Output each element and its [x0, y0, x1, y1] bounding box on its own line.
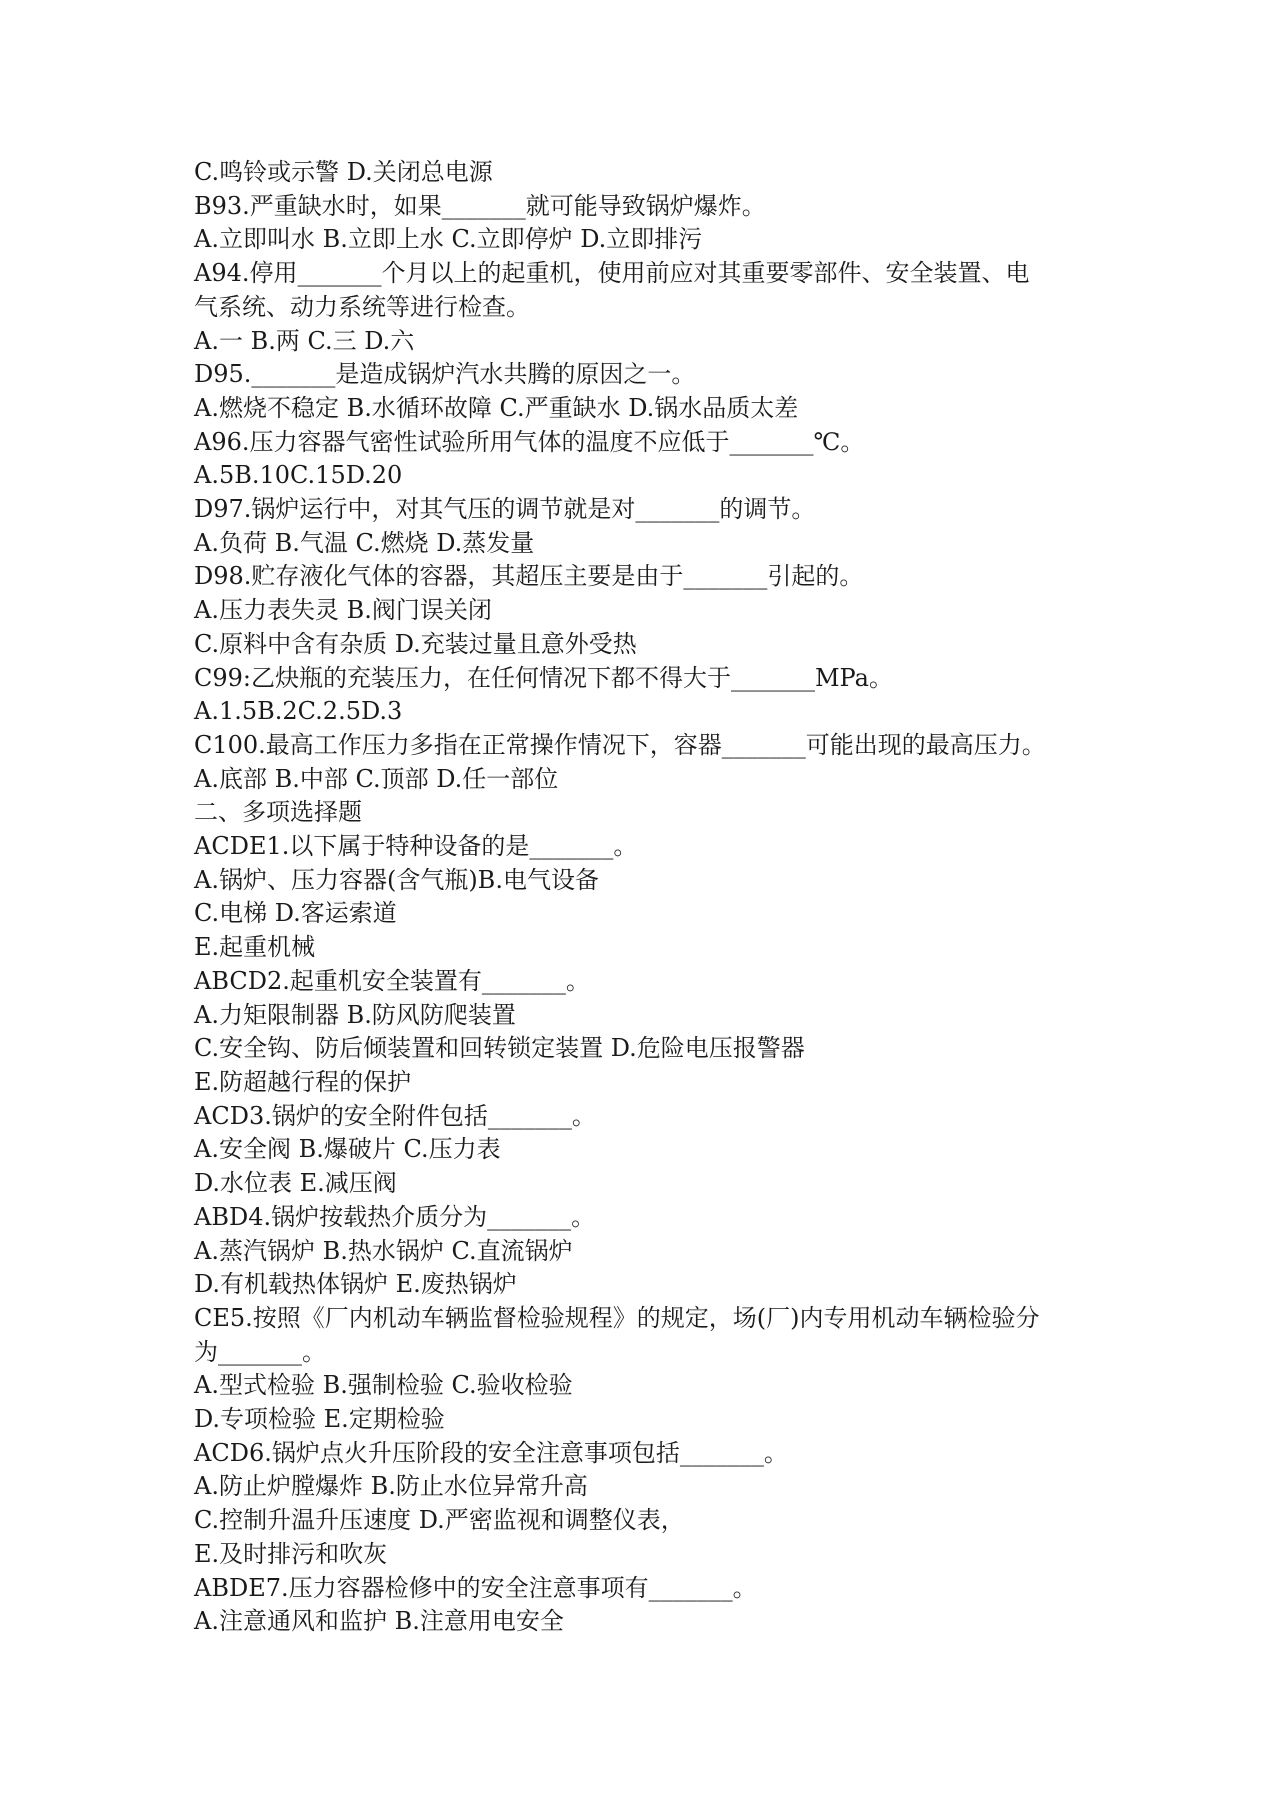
question-abde7: ABDE7.压力容器检修中的安全注意事项有_______。 — [194, 1573, 757, 1602]
question-c100: C100.最高工作压力多指在正常操作情况下，容器_______可能出现的最高压力。 — [194, 730, 1046, 759]
options-line: A.安全阀 B.爆破片 C.压力表 — [194, 1135, 501, 1164]
text-line: 为_______。 — [194, 1337, 326, 1366]
text-line: 气系统、动力系统等进行检查。 — [194, 292, 530, 321]
options-line: C.控制升温升压速度 D.严密监视和调整仪表， — [194, 1506, 685, 1535]
question-d98: D98.贮存液化气体的容器，其超压主要是由于_______引起的。 — [194, 562, 864, 591]
question-a96: A96.压力容器气密性试验所用气体的温度不应低于_______℃。 — [194, 427, 865, 456]
question-d95: D95._______是造成锅炉汽水共腾的原因之一。 — [194, 360, 696, 389]
question-acd3: ACD3.锅炉的安全附件包括_______。 — [194, 1101, 596, 1130]
options-line: E.起重机械 — [194, 933, 316, 962]
options-line: C.电梯 D.客运索道 — [194, 899, 397, 928]
options-line: D.水位表 E.减压阀 — [194, 1169, 397, 1198]
question-ce5: CE5.按照《厂内机动车辆监督检验规程》的规定，场(厂)内专用机动车辆检验分 — [194, 1303, 1040, 1332]
options-line: A.力矩限制器 B.防风防爬装置 — [194, 1000, 516, 1029]
options-line: A.锅炉、压力容器(含气瓶)B.电气设备 — [194, 865, 599, 894]
options-line: A.型式检验 B.强制检验 C.验收检验 — [194, 1371, 573, 1400]
options-line: A.压力表失灵 B.阀门误关闭 — [194, 596, 492, 625]
text-line: C.鸣铃或示警 D.关闭总电源 — [194, 158, 493, 186]
options-line: E.及时排污和吹灰 — [194, 1539, 388, 1568]
options-line: E.防超越行程的保护 — [194, 1067, 412, 1096]
options-line: A.燃烧不稳定 B.水循环故障 C.严重缺水 D.锅水品质太差 — [194, 393, 799, 422]
question-acde1: ACDE1.以下属于特种设备的是_______。 — [194, 832, 638, 861]
question-d97: D97.锅炉运行中，对其气压的调节就是对_______的调节。 — [194, 495, 816, 524]
options-line: A.一 B.两 C.三 D.六 — [194, 326, 415, 355]
options-line: A.1.5B.2C.2.5D.3 — [194, 697, 403, 726]
options-line: A.防止炉膛爆炸 B.防止水位异常升高 — [194, 1472, 588, 1501]
question-acd6: ACD6.锅炉点火升压阶段的安全注意事项包括_______。 — [194, 1438, 788, 1467]
question-abcd2: ABCD2.起重机安全装置有_______。 — [194, 966, 590, 995]
question-abd4: ABD4.锅炉按载热介质分为_______。 — [194, 1202, 596, 1231]
question-c99: C99:乙炔瓶的充装压力，在任何情况下都不得大于_______MPa。 — [194, 663, 893, 692]
options-line: A.立即叫水 B.立即上水 C.立即停炉 D.立即排污 — [194, 225, 703, 254]
options-line: C.原料中含有杂质 D.充装过量且意外受热 — [194, 629, 637, 658]
options-line: A.负荷 B.气温 C.燃烧 D.蒸发量 — [194, 528, 535, 557]
options-line: D.专项检验 E.定期检验 — [194, 1405, 445, 1434]
options-line: A.底部 B.中部 C.顶部 D.任一部位 — [194, 764, 559, 793]
options-line: C.安全钩、防后倾装置和回转锁定装置 D.危险电压报警器 — [194, 1034, 805, 1063]
question-a94: A94.停用_______个月以上的起重机，使用前应对其重要零部件、安全装置、电 — [194, 259, 1030, 288]
options-line: A.蒸汽锅炉 B.热水锅炉 C.直流锅炉 — [194, 1236, 573, 1265]
options-line: A.注意通风和监护 B.注意用电安全 — [194, 1607, 564, 1636]
options-line: D.有机载热体锅炉 E.废热锅炉 — [194, 1270, 517, 1299]
document-page — [194, 156, 1114, 1639]
options-line: A.5B.10C.15D.20 — [194, 461, 403, 490]
question-b93: B93.严重缺水时，如果_______就可能导致锅炉爆炸。 — [194, 191, 766, 220]
section-heading: 二、多项选择题 — [194, 798, 362, 827]
